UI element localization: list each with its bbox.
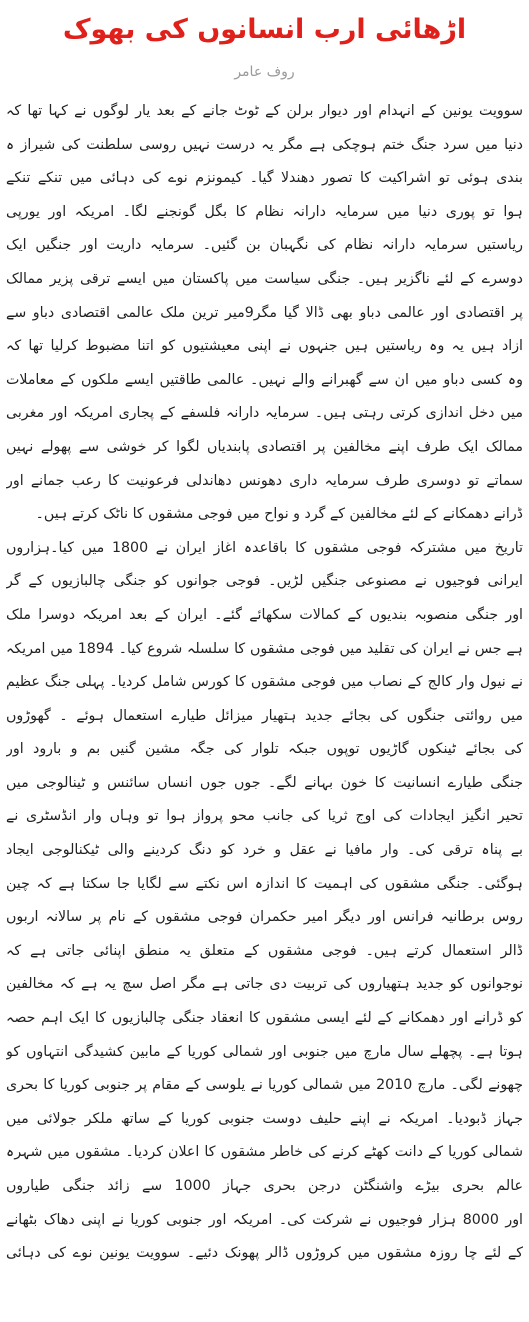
article-line: پر اقتصادی اور عالمی دباو بھی ڈالا گیا مگر9میر ترین ملک عالمی اقتصادی دباو سے	[6, 304, 523, 321]
article-line: ڈالر استعمال کرتے ہیں۔ فوجی مشقوں کے متعلق یہ منطق اپنائی جاتی ہے کہ	[6, 942, 523, 959]
article-line: کی بجائے ٹینکوں گاڑیوں توپوں جبکہ تلوار کی جگہ مشین گنیں بم و بارود اور	[6, 741, 523, 758]
article-line: کے لئے چا روزہ مشقوں میں کروڑوں ڈالر پھونک دئیے۔ سوویت یونین نوے کی دہائی	[6, 1245, 523, 1262]
article-line: شمالی کوریا کے دانت کھٹے کرنے کی خاطر مشقوں کا اعلان کردیا۔ مشقوں میں شہرہ	[6, 1144, 523, 1161]
article-line: نے نیول وار کالج کے نصاب میں فوجی مشقوں کا کورس شامل کردیا۔ پہلی جنگ عظیم	[6, 674, 523, 691]
article-line: سوویت یونین کے انہدام اور دیوار برلن کے ٹوٹ جانے کے بعد یار لوگوں نے کہا تھا کہ	[6, 103, 523, 119]
article-line: ڈرانے دھمکانے کے لئے مخالفین کے گرد و نواح میں فوجی مشقوں کا ناٹک کرتے ہیں۔	[35, 506, 523, 523]
article-line: دوسرے کے لئے ناگزیر ہیں۔ جنگی سیاست میں پاکستان میں ایسے ترقی پزیر ممالک	[6, 270, 523, 287]
article-line: سماتے تو دوسری طرف سرمایہ داری دھونس دھاندلی فرعونیت کا رعب جمانے اور	[6, 472, 523, 489]
article-line: ممالک ایک طرف اپنے مخالفین پر اقتصادی پابندیاں لگوا کر خوشی سے پھولے نہیں	[6, 438, 523, 455]
article-line: بے پناہ ترقی کی۔ وار مافیا نے عقل و خرد کو دنگ کردینے والی ٹیکنالوجی ایجاد	[6, 842, 523, 859]
article-line: میں دخل اندازی کرتی رہتی ہیں۔ سرمایہ دارانہ فلسفے کے پجاری امریکہ اور مغربی	[6, 405, 523, 422]
article-line: اور جنگی منصوبہ بندیوں کے کمالات سکھائے گئے۔ ایران کے بعد امریکہ دوسرا ملک	[6, 606, 523, 623]
article-line: وہ کسی دباو میں ان سے گھبرانے والے نہیں۔ عالمی طاقتیں ایسے ملکوں کے معاملات	[6, 371, 523, 388]
article-line: ریاستیں سرمایہ دارانہ نظام کی نگہبان بن گئیں۔ سرمایہ داریت اور جنگیں ایک	[6, 237, 523, 254]
article-line: جنگی طیارے انسانیت کا خون بہانے لگے۔ جوں جوں انساں سائنس و ٹینالوجی میں	[6, 774, 523, 791]
article-line: ازاد ہیں یہ وہ ریاستیں ہیں جنہوں نے اپنی معیشتیوں کو اتنا مضبوط کرلیا تھا کہ	[6, 338, 523, 355]
article-title: اڑھائی ارب انسانوں کی بھوک	[62, 14, 467, 45]
article-line: میں روائتی جنگوں کی بجائے جدید ہتھیار میزائل طیارے استعمال ہوئے ۔ گھوڑوں	[6, 707, 523, 724]
article-line: ہوتا ہے۔ پچھلے سال مارچ میں جنوبی اور شمالی کوریا کے مابین کشیدگی انتہاوں کو	[6, 1043, 523, 1060]
article-line: ہے جس نے ایران کی تقلید میں فوجی مشقوں کا سلسلہ شروع کیا۔ 1894 میں امریکہ	[6, 640, 523, 657]
article-line: کو ڈرانے اور دھمکانے کے لئے ایسی مشقوں کا انعقاد جنگی چالبازیوں کا ایک اہم حصہ	[6, 1010, 523, 1027]
article-line: چھونے لگی۔ مارچ 2010 میں شمالی کوریا نے یلوسی کے مقام پر جنوبی کوریا کا بحری	[6, 1077, 523, 1094]
article-author: روف عامر	[234, 64, 295, 80]
article-body	[6, 95, 523, 1271]
article-line: اور 8000 ہزار فوجیوں نے شرکت کی۔ امریکہ اور جنوبی کوریا نے اپنی دھاک بٹھانے	[6, 1211, 523, 1228]
article-line: نوجوانوں کو جدید ہتھیاروں کی تربیت دی جاتی ہے مگر اصل سچ یہ ہے کہ مخالفین	[6, 976, 523, 993]
article-line: جہاز ڈبودیا۔ امریکہ نے اپنے حلیف دوست جنوبی کوریا کے ساتھ ملکر جولائی میں	[6, 1110, 523, 1127]
article-line: تحیر انگیز ایجادات کی اوج ثریا کی جانب محو پرواز ہوا تو وہاں وار انڈسٹری نے	[6, 808, 523, 825]
article-line: تاریخ میں مشترکہ فوجی مشقوں کا باقاعدہ اغاز ایران نے 1800 میں کیا۔ہزاروں	[6, 539, 523, 556]
article-line: بندی ہوئی تو اشراکیت کا تصور دھندلا گیا۔ کیمونزم نوے کی دہائی میں تنکے تنکے	[6, 170, 523, 187]
article-line: ایرانی فوجیوں نے مصنوعی جنگیں لڑیں۔ فوجی جوانوں کو جنگی چالبازیوں کے گر	[6, 573, 523, 590]
article-line: دنیا میں سرد جنگ ختم ہوچکی ہے مگر یہ درست نہیں روسی سلطنت کی شیراز ہ	[6, 136, 523, 153]
article-line: ہوا تو پوری دنیا میں سرمایہ دارانہ نظام کا بگل گونجنے لگا۔ امریکہ اور یورپی	[6, 203, 523, 220]
article-line: روس برطانیہ فرانس اور دیگر امیر حکمران فوجی مشقوں کے نام پر سالانہ اربوں	[6, 909, 523, 926]
article-line: عالم بحری بیڑے واشنگٹن درجن بحری جہاز 1000 سے زائد جنگی طیاروں	[6, 1178, 523, 1194]
article-line: ہوگئی۔ جنگی مشقوں کی اہمیت کا اندازہ اس نکتے سے لگایا جا سکتا ہے کہ چین	[6, 875, 523, 892]
